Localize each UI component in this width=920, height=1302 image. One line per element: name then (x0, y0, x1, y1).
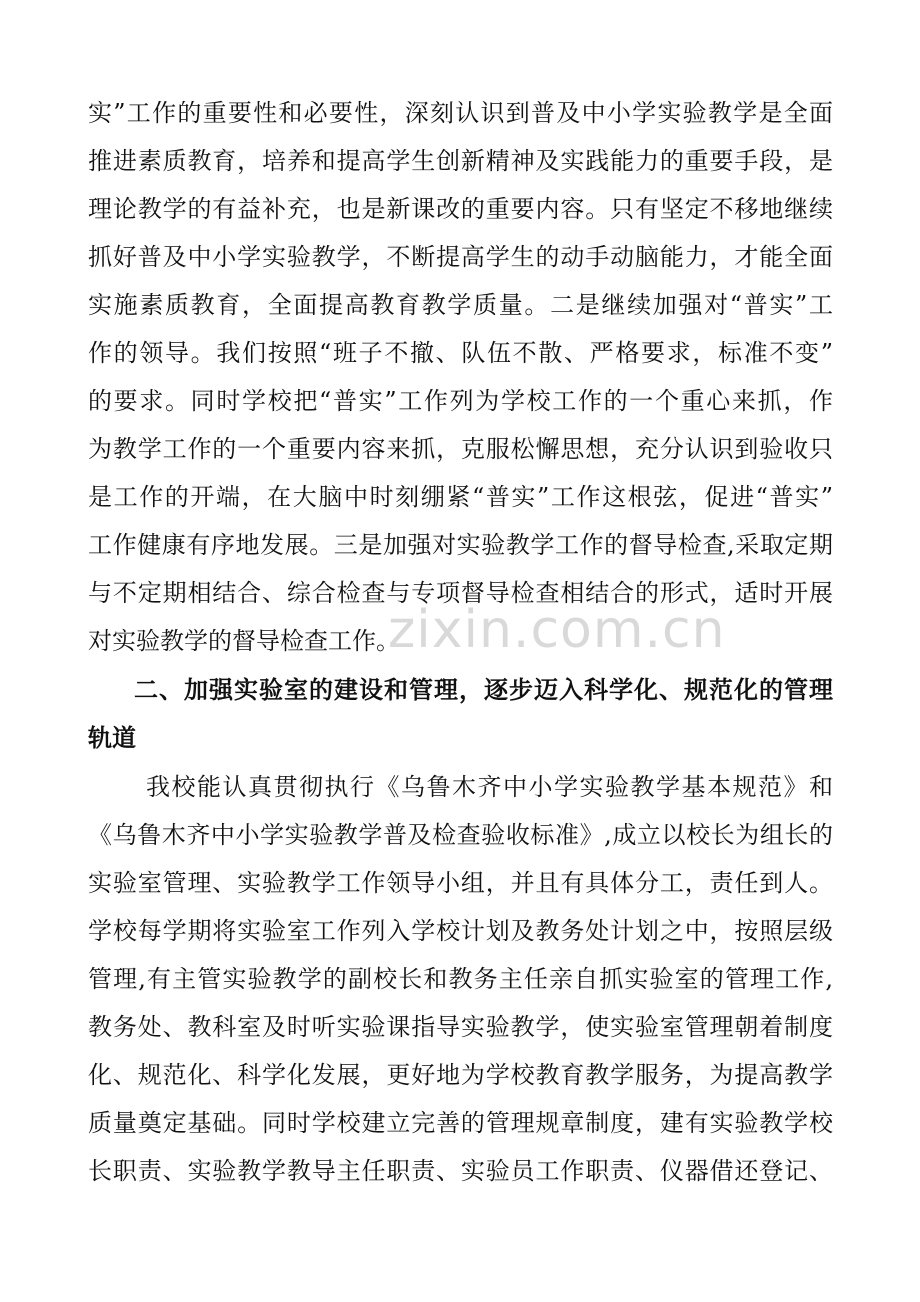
paragraph1-line-10: 工作健康有序地发展。三是加强对实验教学工作的督导检查,采取定期 (88, 531, 833, 559)
paragraph2-line-1: 我校能认真贯彻执行《乌鲁木齐中小学实验教学基本规范》和 (146, 773, 833, 801)
paragraph1-line-4: 抓好普及中小学实验教学，不断提高学生的动手动脑能力，才能全面 (88, 243, 833, 271)
paragraph2-line-6: 教务处、教科室及时听实验课指导实验教学，使实验室管理朝着制度 (88, 1013, 833, 1041)
paragraph2-line-7: 化、规范化、科学化发展，更好地为学校教育教学服务，为提高教学 (88, 1061, 833, 1089)
paragraph1-line-9: 是工作的开端，在大脑中时刻绷紧“普实”工作这根弦，促进“普实” (88, 483, 833, 511)
paragraph1-line-7: 的要求。同时学校把“普实”工作列为学校工作的一个重心来抓，作 (88, 387, 833, 415)
paragraph2-line-2: 《乌鲁木齐中小学实验教学普及检查验收标准》,成立以校长为组长的 (88, 821, 833, 849)
paragraph1-line-5: 实施素质教育，全面提高教育教学质量。二是继续加强对“普实”工 (88, 291, 833, 319)
paragraph1-line-12: 对实验教学的督导检查工作。 (88, 627, 400, 655)
paragraph1-line-3: 理论教学的有益补充，也是新课改的重要内容。只有坚定不移地继续 (88, 195, 833, 223)
paragraph1-line-11: 与不定期相结合、综合检查与专项督导检查相结合的形式，适时开展 (88, 579, 833, 607)
paragraph2-line-4: 学校每学期将实验室工作列入学校计划及教务处计划之中，按照层级 (88, 917, 833, 945)
section-heading-line-2: 轨道 (88, 724, 136, 752)
paragraph1-line-8: 为教学工作的一个重要内容来抓，克服松懈思想，充分认识到验收只 (88, 435, 833, 463)
paragraph2-line-3: 实验室管理、实验教学工作领导小组，并且有具体分工，责任到人。 (88, 869, 833, 897)
paragraph2-line-9: 长职责、实验教学教导主任职责、实验员工作职责、仪器借还登记、 (88, 1157, 833, 1185)
paragraph2-line-5: 管理,有主管实验教学的副校长和教务主任亲自抓实验室的管理工作, (88, 965, 833, 993)
section-heading-line-1: 二、加强实验室的建设和管理，逐步迈入科学化、规范化的管理 (134, 676, 833, 704)
paragraph1-line-2: 推进素质教育，培养和提高学生创新精神及实践能力的重要手段，是 (88, 147, 833, 175)
watermark: zixin.com.cn (388, 600, 726, 660)
paragraph2-line-8: 质量奠定基础。同时学校建立完善的管理规章制度，建有实验教学校 (88, 1109, 833, 1137)
paragraph1-line-6: 作的领导。我们按照“班子不撤、队伍不散、严格要求，标准不变” (88, 339, 833, 367)
paragraph1-line-1: 实”工作的重要性和必要性，深刻认识到普及中小学实验教学是全面 (88, 99, 833, 127)
